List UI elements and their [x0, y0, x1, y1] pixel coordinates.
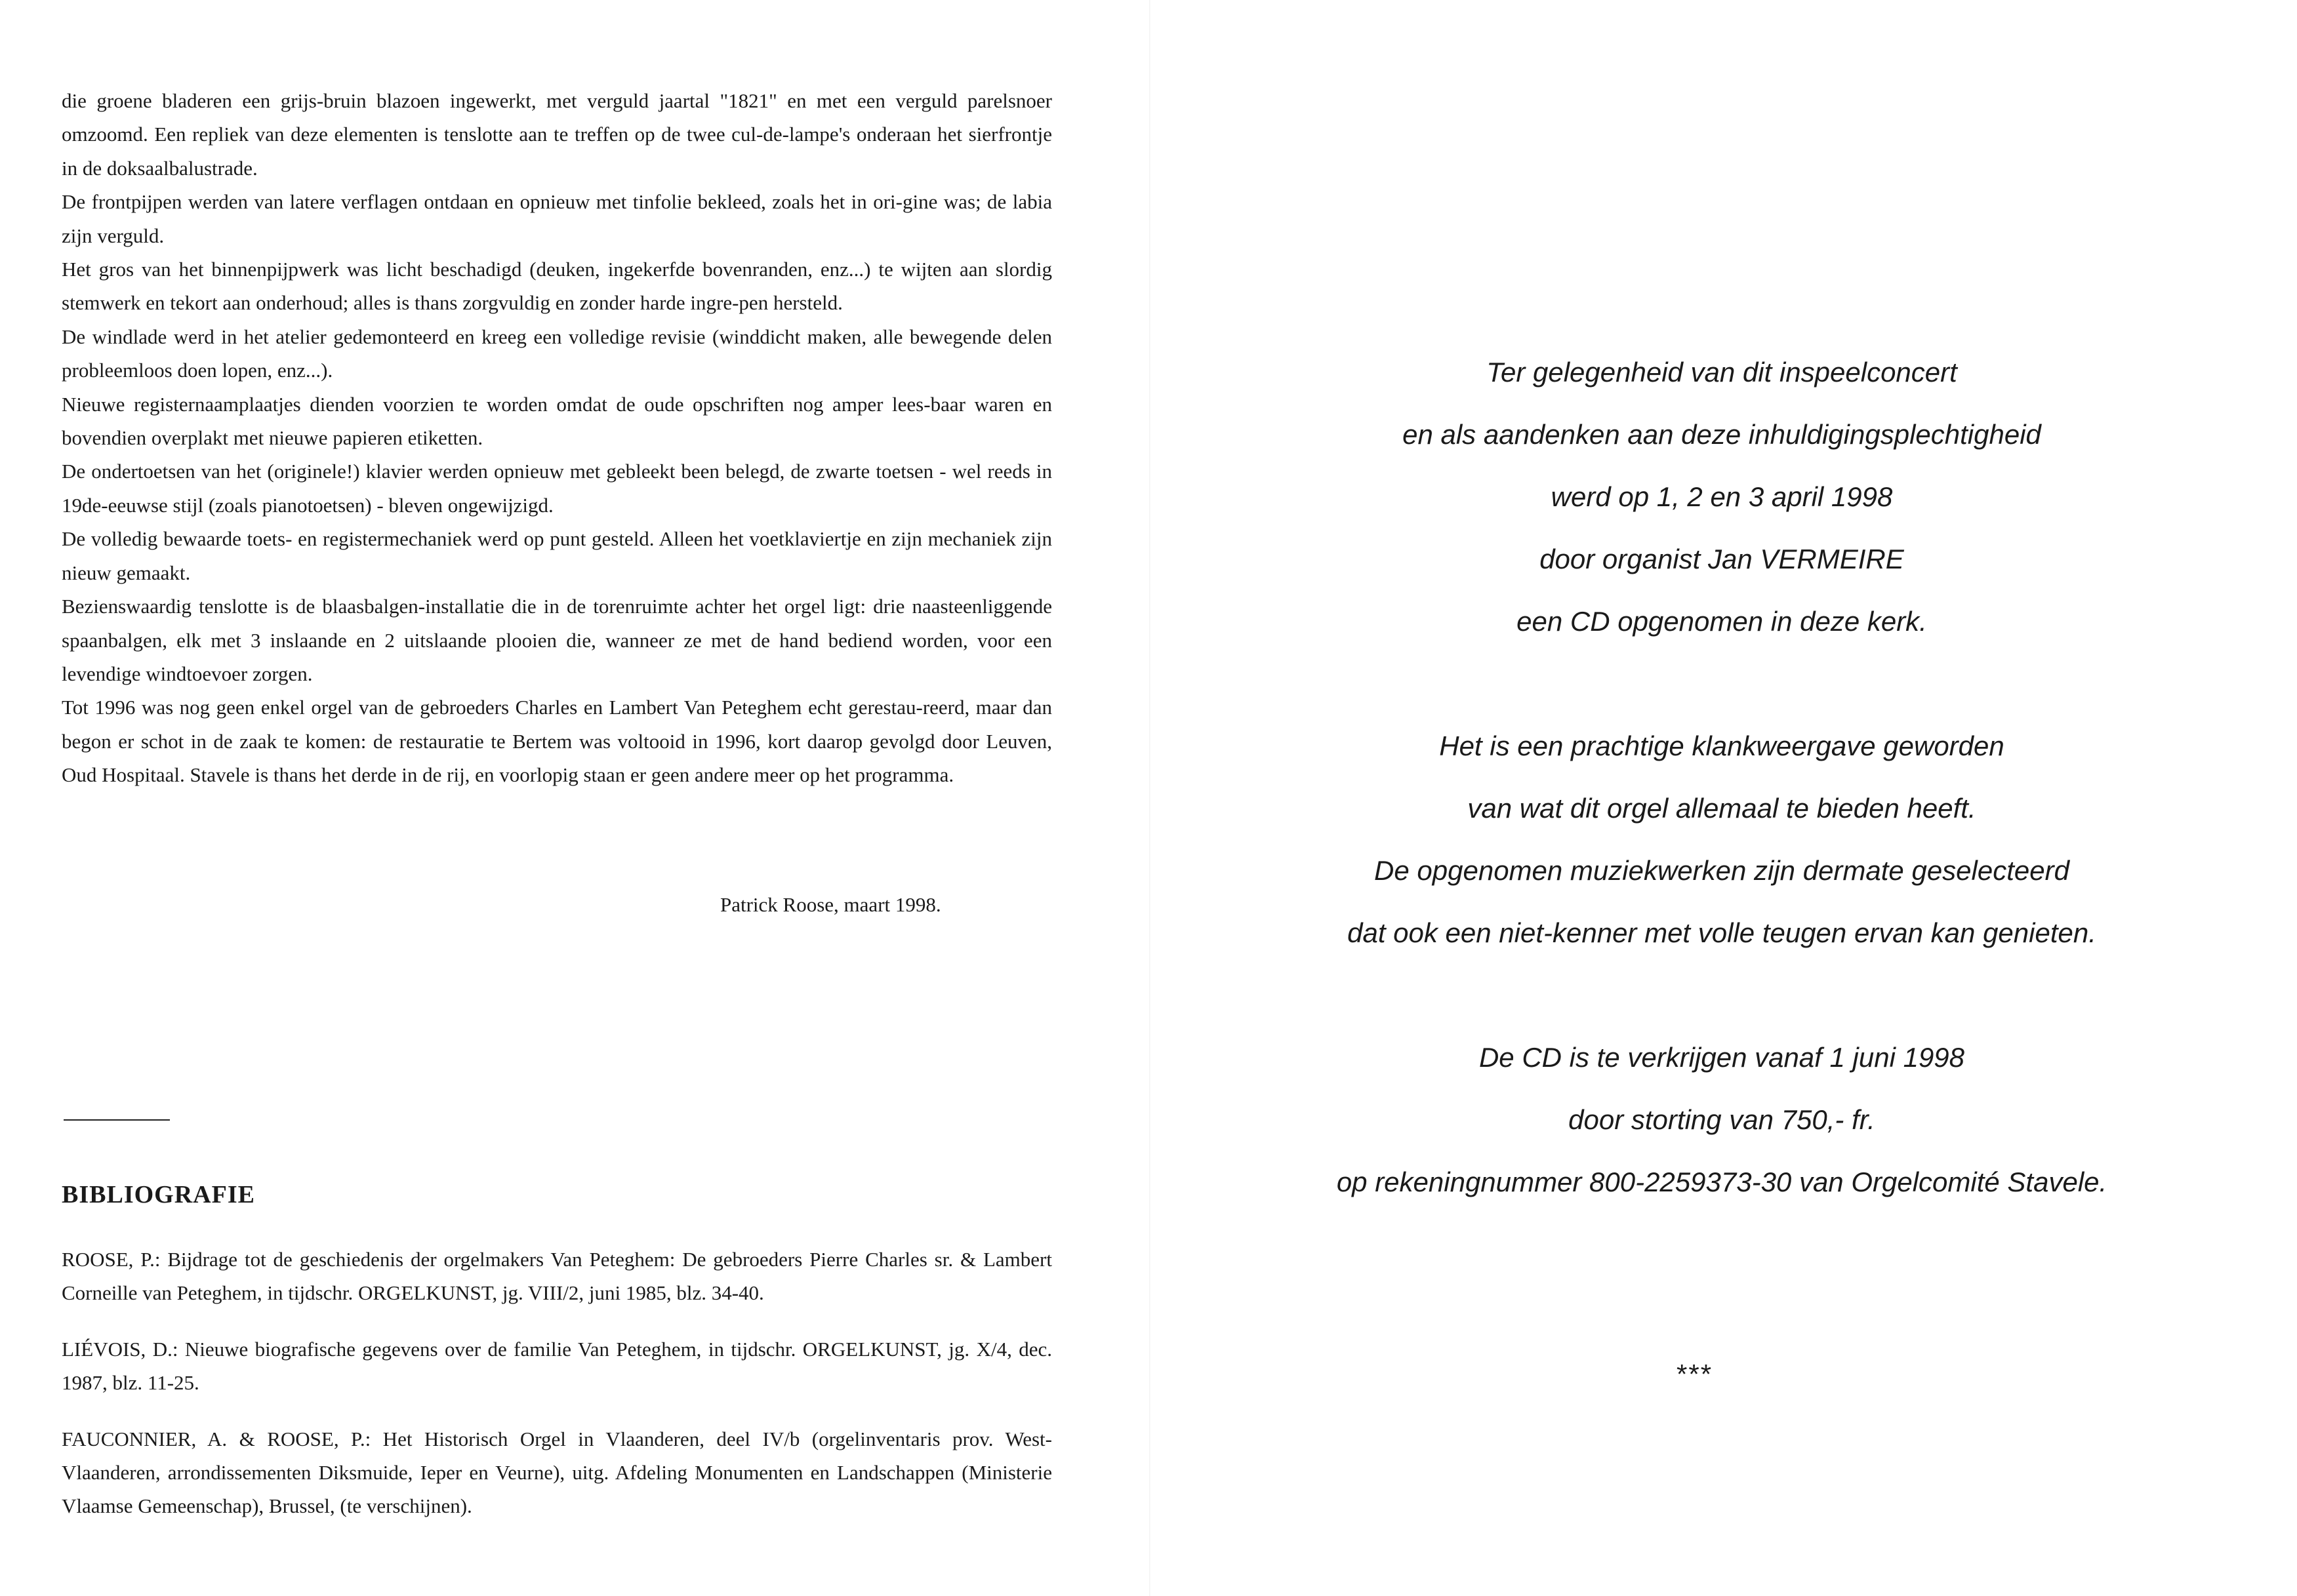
- paragraph: Tot 1996 was nog geen enkel orgel van de gebroeders Charles en Lambert Van Peteghem echt gerestau-reerd, maar dan begon er schot in de zaak te komen: de restauratie te Bertem was voltooid in 1996, kort daarop gevolgd door Leuven, Oud Hospitaal. Stavele is thans het derde in de rij, en voorlopig staan er geen andere meer op het programma.: [62, 696, 1052, 787]
- block-gap: [1200, 964, 2243, 1026]
- bibliography-heading: BIBLIOGRAFIE: [62, 1181, 255, 1208]
- bibliography-entry: FAUCONNIER, A. & ROOSE, P.: Het Historisch Orgel in Vlaanderen, deel IV/b (orgelinventaris prov. West-Vlaanderen, arrondissementen Diksmuide, Ieper en Veurne), uitg. Afdeling Monumenten en Landschappen (Ministerie Vlaamse Gemeenschap), Brussel, (te verschijnen).: [62, 1427, 1052, 1518]
- announcement-line: een CD opgenomen in deze kerk.: [1516, 606, 1927, 637]
- paragraph: Het gros van het binnenpijpwerk was licht beschadigd (deuken, ingekerfde bovenranden, enz...) te wijten aan slordig stemwerk en tekort aan onderhoud; alles is thans zorgvuldig en zonder harde ingre-pen hersteld.: [62, 258, 1052, 315]
- purchase-line: op rekeningnummer 800-2259373-30 van Orgelcomité Stavele.: [1336, 1167, 2107, 1197]
- announcement-line: en als aandenken aan deze inhuldigingsplechtigheid: [1402, 419, 2041, 450]
- bibliography-entry: LIÉVOIS, D.: Nieuwe biografische gegevens over de familie Van Peteghem, in tijdschr. ORGELKUNST, jg. X/4, dec. 1987, blz. 11-25.: [62, 1337, 1052, 1395]
- description-line: van wat dit orgel allemaal te bieden heeft.: [1467, 793, 1976, 824]
- paragraph: Nieuwe registernaamplaatjes dienden voorzien te worden omdat de oude opschriften nog amper lees-baar waren en bovendien overplakt met nieuwe papieren etiketten.: [62, 392, 1052, 450]
- paragraph: Bezienswaardig tenslotte is de blaasbalgen-installatie die in de torenruimte achter het orgel ligt: drie naasteenliggende spaanbalgen, elk met 3 inslaande en 2 uitslaande plooien die, wanneer ze met de hand bediend worden, voor een levendige windtoevoer zorgen.: [62, 595, 1052, 685]
- description-line: De opgenomen muziekwerken zijn dermate geselecteerd: [1374, 855, 2069, 886]
- page-fold: [1149, 0, 1150, 1596]
- bibliography-list: [62, 1243, 1052, 1546]
- purchase-line: De CD is te verkrijgen vanaf 1 juni 1998: [1478, 1042, 1965, 1073]
- author-signature: Patrick Roose, maart 1998.: [720, 893, 941, 916]
- announcement-line: werd op 1, 2 en 3 april 1998: [1551, 481, 1893, 512]
- paragraph: De volledig bewaarde toets- en registermechaniek werd op punt gesteld. Alleen het voetklaviertje en zijn mechaniek zijn nieuw gemaakt.: [62, 527, 1052, 584]
- announcement-line: Ter gelegenheid van dit inspeelconcert: [1486, 357, 1957, 388]
- closing-stars: ***: [1677, 1359, 1713, 1389]
- left-page-text: [62, 84, 1052, 792]
- paragraph: die groene bladeren een grijs-bruin blazoen ingewerkt, met verguld jaartal "1821" en met een verguld parelsnoer omzoomd. Een repliek van deze elementen is tenslotte aan te treffen op de twee cul-de-lampe's onderaan het sierfrontje in de doksaalbalustrade.: [62, 89, 1052, 180]
- paragraph: De frontpijpen werden van latere verflagen ontdaan en opnieuw met tinfolie bekleed, zoals het in ori-gine was; de labia zijn verguld.: [62, 190, 1052, 247]
- bibliography-entry: ROOSE, P.: Bijdrage tot de geschiedenis der orgelmakers Van Peteghem: De gebroeders Pierre Charles sr. & Lambert Corneille van Peteghem, in tijdschr. ORGELKUNST, jg. VIII/2, juni 1985, blz. 34-40.: [62, 1248, 1052, 1305]
- divider-line: [64, 1119, 170, 1121]
- description-line: Het is een prachtige klankweergave geworden: [1439, 730, 2004, 761]
- description-line: dat ook een niet-kenner met volle teugen ervan kan genieten.: [1347, 917, 2096, 948]
- paragraph: De windlade werd in het atelier gedemonteerd en kreeg een volledige revisie (winddicht maken, alle bewegende delen probleemloos doen lopen, enz...).: [62, 325, 1052, 382]
- purchase-line: door storting van 750,- fr.: [1568, 1104, 1875, 1135]
- block-gap: [1200, 652, 2243, 715]
- right-page-announcement: [1200, 341, 2243, 1213]
- announcement-line: door organist Jan VERMEIRE: [1539, 544, 1904, 574]
- paragraph: De ondertoetsen van het (originele!) klavier werden opnieuw met gebleekt been belegd, de zwarte toetsen - wel reeds in 19de-eeuwse stijl (zoals pianotoetsen) - bleven ongewijzigd.: [62, 460, 1052, 517]
